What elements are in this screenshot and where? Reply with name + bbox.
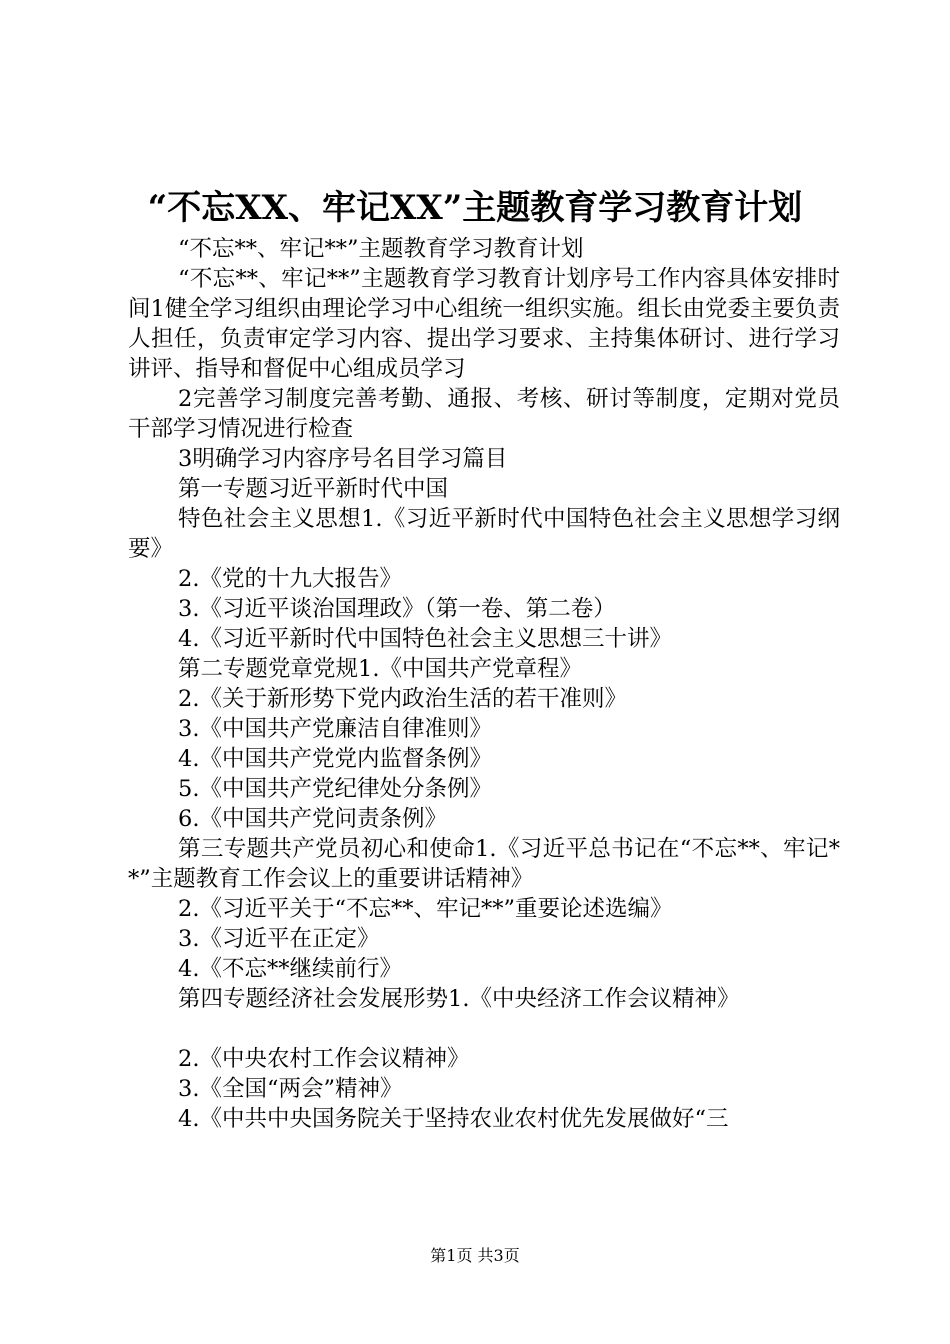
blank-line [128, 1014, 840, 1044]
list-item: 3.《习近平在正定》 [178, 926, 380, 952]
list-item: 6.《中国共产党问责条例》 [178, 806, 447, 832]
list-item: 4.《中共中央国务院关于坚持农业农村优先发展做好“三 [178, 1106, 729, 1132]
page-number: 第1页 共3页 [430, 1246, 520, 1265]
list-item: 4.《习近平新时代中国特色社会主义思想三十讲》 [178, 626, 672, 652]
paragraph: “不忘**、牢记**”主题教育学习教育计划序号工作内容具体安排时间1健全学习组织由理论学习中心组统一组织实施。组长由党委主要负责人担任，负责审定学习内容、提出学习要求、主持集体研讨、进行学习讲评、指导和督促中心组成员学习 [128, 266, 840, 382]
list-item: 3.《习近平谈治国理政》（第一卷、第二卷） [178, 596, 616, 622]
paragraph: 第一专题习近平新时代中国 [178, 476, 449, 502]
paragraph: 2完善学习制度完善考勤、通报、考核、研讨等制度，定期对党员干部学习情况进行检查 [128, 386, 840, 442]
list-item: 5.《中国共产党纪律处分条例》 [178, 776, 492, 802]
list-item: 2.《党的十九大报告》 [178, 566, 402, 592]
paragraph: 第二专题党章党规1.《中国共产党章程》 [178, 656, 582, 682]
list-item: 2.《关于新形势下党内政治生活的若干准则》 [178, 686, 627, 712]
paragraph: 第三专题共产党员初心和使命1.《习近平总书记在“不忘**、牢记**”主题教育工作会议上的重要讲话精神》 [128, 836, 840, 892]
paragraph: 第四专题经济社会发展形势1.《中央经济工作会议精神》 [178, 986, 740, 1012]
list-item: 3.《中国共产党廉洁自律准则》 [178, 716, 492, 742]
list-item: 2.《习近平关于“不忘**、牢记**”重要论述选编》 [178, 896, 673, 922]
paragraph: 3明确学习内容序号名目学习篇目 [178, 446, 508, 472]
paragraph: “不忘**、牢记**”主题教育学习教育计划 [178, 236, 584, 262]
document-title: “不忘XX、牢记XX”主题教育学习教育计划 [147, 188, 803, 228]
list-item: 4.《中国共产党党内监督条例》 [178, 746, 492, 772]
list-item: 2.《中央农村工作会议精神》 [178, 1046, 470, 1072]
paragraph: 特色社会主义思想1.《习近平新时代中国特色社会主义思想学习纲要》 [128, 506, 840, 562]
list-item: 4.《不忘**继续前行》 [178, 956, 402, 982]
list-item: 3.《全国“两会”精神》 [178, 1076, 403, 1102]
document-body [128, 234, 840, 1134]
